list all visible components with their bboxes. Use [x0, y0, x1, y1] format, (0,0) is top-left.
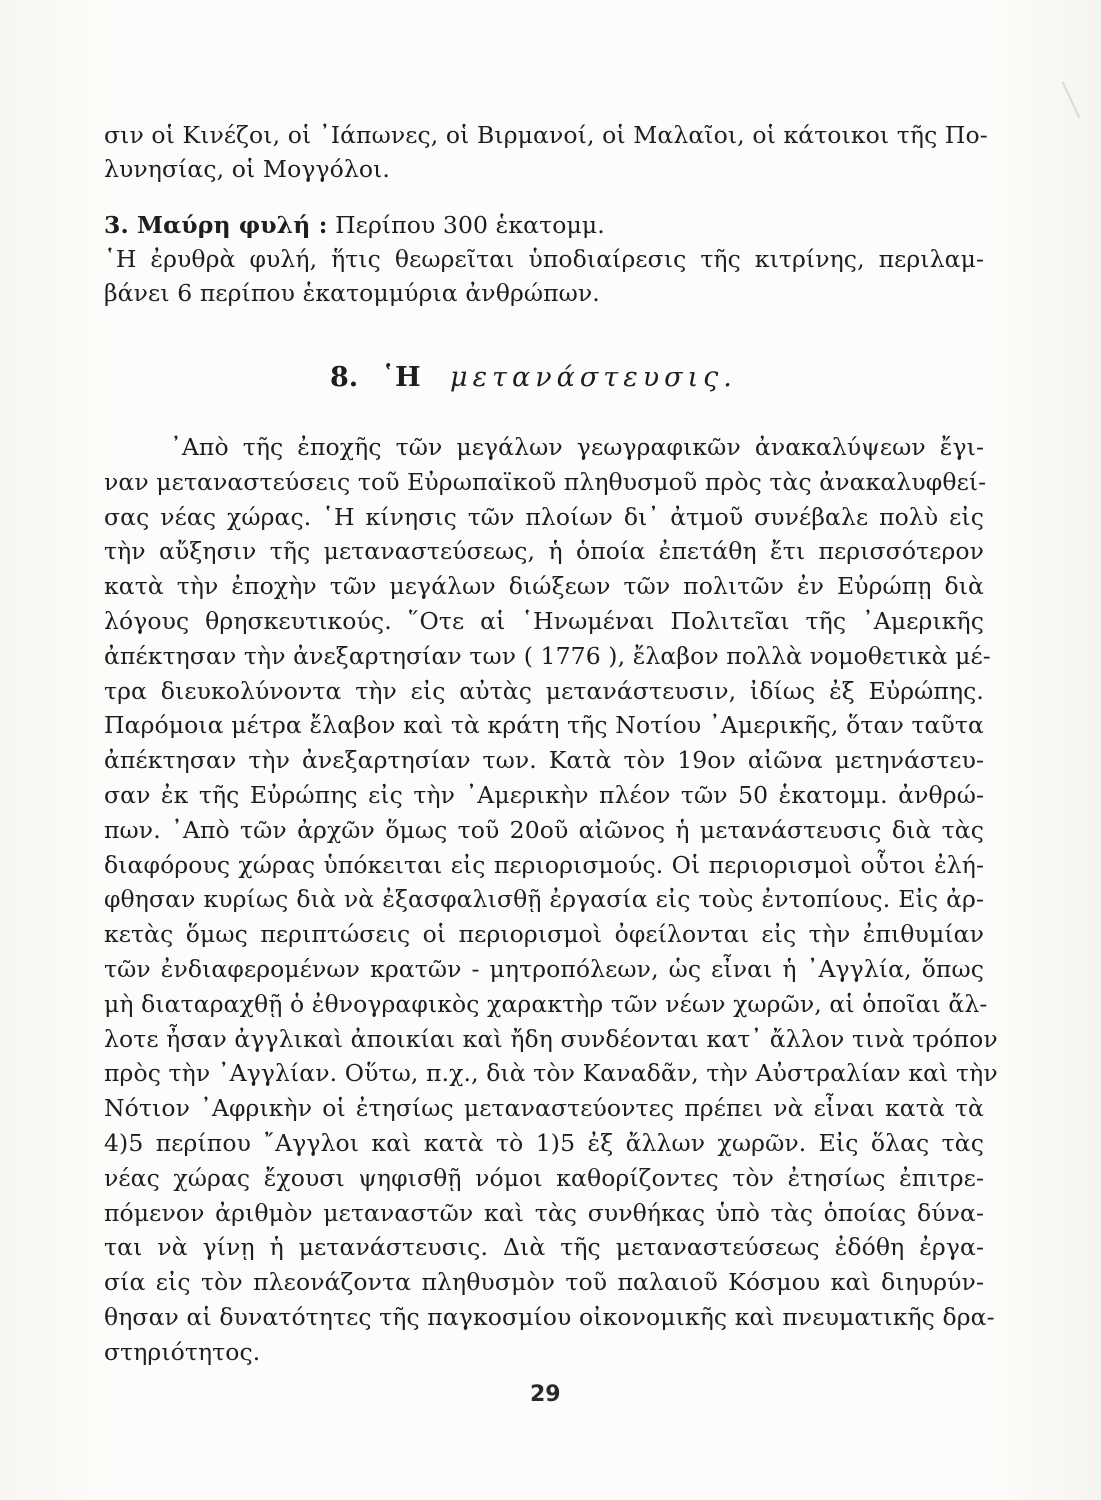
text-line: λόγους θρησκευτικούς. ῞Οτε αἱ ῾Ηνωμέναι Πολιτεῖαι τῆς ᾿Αμερικῆς: [104, 606, 984, 635]
text-line: ἀπέκτησαν τὴν ἀνεξαρτησίαν των ( 1776 ), ἔλαβον πολλὰ νομοθετικὰ μέ-: [104, 641, 991, 670]
text-line: μὴ διαταραχθῇ ὁ ἐθνογραφικὸς χαρακτὴρ τῶν νέων χωρῶν, αἱ ὁποῖαι ἄλ-: [104, 989, 988, 1018]
section-heading: [330, 358, 737, 398]
text-line: θησαν αἱ δυνατότητες τῆς παγκοσμίου οἰκονομικῆς καὶ πνευματικῆς δρα-: [104, 1302, 995, 1331]
text-line: βάνει 6 περίπου ἑκατομμύρια ἀνθρώπων.: [104, 279, 600, 307]
text-line: φθησαν κυρίως διὰ νὰ ἐξασφαλισθῇ ἐργασία εἰς τοὺς ἐντοπίους. Εἰς ἀρ-: [104, 885, 984, 914]
text-line: κετὰς ὅμως περιπτώσεις οἱ περιορισμοὶ ὀφείλονται εἰς τὴν ἐπιθυμίαν: [104, 920, 984, 949]
text-line: τῶν ἐνδιαφερομένων κρατῶν - μητροπόλεων, ὡς εἶναι ἡ ᾿Αγγλία, ὅπως: [104, 954, 984, 983]
text-line: Νότιον ᾿Αφρικὴν οἱ ἐτησίως μεταναστεύοντες πρέπει νὰ εἶναι κατὰ τὰ: [104, 1094, 984, 1123]
text-line: πων. ᾿Απὸ τῶν ἀρχῶν ὅμως τοῦ 20οῦ αἰῶνος ἡ μετανάστευσις διὰ τὰς: [104, 815, 984, 844]
text-line: νέας χώρας ἔχουσι ψηφισθῇ νόμοι καθορίζοντες τὸν ἐτησίως ἐπιτρε-: [104, 1163, 984, 1192]
text-line: σας νέας χώρας. ῾Η κίνησις τῶν πλοίων δι᾿ ἀτμοῦ συνέβαλε πολὺ εἰς: [104, 502, 984, 531]
text-line: κατὰ τὴν ἐποχὴν τῶν μεγάλων διώξεων τῶν πολιτῶν ἐν Εὐρώπῃ διὰ: [104, 572, 984, 601]
text-line: ναν μεταναστεύσεις τοῦ Εὐρωπαϊκοῦ πληθυσμοῦ πρὸς τὰς ἀνακαλυφθεί-: [104, 467, 987, 496]
text-line: ᾿Απὸ τῆς ἐποχῆς τῶν μεγάλων γεωγραφικῶν ἀνακαλύψεων ἔγι-: [170, 433, 984, 461]
text-line: στηριότητος.: [104, 1337, 261, 1366]
text-line: ται νὰ γίνῃ ἡ μετανάστευσις. Διὰ τῆς μεταναστεύσεως ἐδόθη ἐργα-: [104, 1233, 984, 1262]
text-line: ῾Η ἐρυθρὰ φυλή, ἥτις θεωρεῖται ὑποδιαίρεσις τῆς κιτρίνης, περιλαμ-: [104, 245, 984, 273]
text-line: τρα διευκολύνοντα τὴν εἰς αὐτὰς μετανάστευσιν, ἰδίως ἐξ Εὐρώπης.: [104, 676, 984, 705]
text-line: διαφόρους χώρας ὑπόκειται εἰς περιορισμούς. Οἱ περιορισμοὶ οὗτοι ἐλή-: [104, 850, 984, 879]
heading-article: ῾Η: [381, 362, 421, 393]
body-text-block: [104, 430, 998, 1370]
text-line: λοτε ἦσαν ἀγγλικαὶ ἀποικίαι καὶ ἤδη συνδέονται κατ᾿ ἄλλον τινὰ τρόπον: [104, 1024, 998, 1053]
section-3-text: Περίπου 300 ἑκατομμ.: [335, 211, 605, 239]
section-3-label: 3. Μαύρη φυλή :: [104, 211, 328, 239]
page-number: 29: [530, 1382, 561, 1407]
text-line: λυνησίας, οἱ Μογγόλοι.: [104, 155, 390, 183]
text-line: σιν οἱ Κινέζοι, οἱ ᾿Ιάπωνες, οἱ Βιρμανοί, οἱ Μαλαῖοι, οἱ κάτοικοι τῆς Πο-: [104, 121, 988, 149]
text-line: τὴν αὔξησιν τῆς μεταναστεύσεως, ἡ ὁποία ἐπετάθη ἔτι περισσότερον: [104, 537, 984, 566]
heading-number: 8.: [330, 362, 359, 393]
text-line: ἀπέκτησαν τὴν ἀνεξαρτησίαν των. Κατὰ τὸν 19ον αἰῶνα μετηνάστευ-: [104, 746, 984, 775]
text-line: Παρόμοια μέτρα ἔλαβον καὶ τὰ κράτη τῆς Νοτίου ᾿Αμερικῆς, ὅταν ταῦτα: [104, 711, 984, 740]
section-3-line: [104, 208, 984, 242]
text-line: σία εἰς τὸν πλεονάζοντα πληθυσμὸν τοῦ παλαιοῦ Κόσμου καὶ διηυρύν-: [104, 1268, 984, 1297]
heading-title: μετανάστευσις.: [450, 362, 737, 393]
text-line: 4)5 περίπου ῎Αγγλοι καὶ κατὰ τὸ 1)5 ἐξ ἄλλων χωρῶν. Εἰς ὅλας τὰς: [104, 1128, 984, 1157]
intro-text-block: [104, 118, 988, 310]
text-line: πόμενον ἀριθμὸν μεταναστῶν καὶ τὰς συνθήκας ὑπὸ τὰς ὁποίας δύνα-: [104, 1198, 984, 1227]
scan-artifact: [1062, 81, 1081, 118]
text-line: πρὸς τὴν ᾿Αγγλίαν. Οὕτω, π.χ., διὰ τὸν Καναδᾶν, τὴν Αὐστραλίαν καὶ τὴν: [104, 1059, 998, 1088]
text-line: σαν ἐκ τῆς Εὐρώπης εἰς τὴν ᾿Αμερικὴν πλέον τῶν 50 ἑκατομμ. ἀνθρώ-: [104, 780, 984, 809]
